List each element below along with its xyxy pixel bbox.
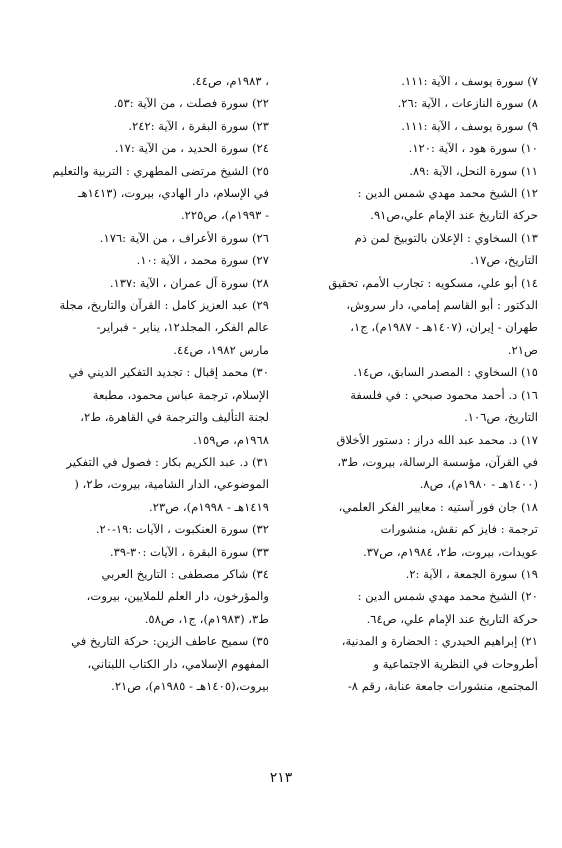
endnote-line: ١٨) جان فور آستيه : معايير الفكر العلمي، bbox=[338, 499, 538, 514]
endnote-line: الإسلام، ترجمة عباس محمود، مطبعة bbox=[92, 387, 269, 402]
endnote-line: ٢٧) سورة محمد ، الآية :١٠. bbox=[136, 253, 269, 268]
endnote-line: ٢٦) سورة الأعراف ، من الآية :١٧٦. bbox=[99, 230, 269, 245]
endnote-line: ٣٠) محمد إقبال : تجديد التفكير الديني في bbox=[68, 365, 269, 380]
endnote-line: المجتمع، منشورات جامعة عنابة، رقم ٨- bbox=[347, 678, 538, 693]
endnote-line: (١٤٠٠هـ - ١٩٨٠م)، ص٨. bbox=[419, 477, 538, 492]
endnote-line: ترجمة : فايز كم نقش، منشورات bbox=[380, 522, 538, 537]
endnote-line: في القرآن، مؤسسة الرسالة، بيروت، ط٣، bbox=[337, 454, 538, 469]
endnote-line: ١٩٦٨م، ص١٥٩. bbox=[193, 432, 269, 447]
endnote-line: ١٧) د. محمد عبد الله دراز : دستور الأخلاق bbox=[336, 432, 538, 447]
endnote-line: - ١٩٩٣م)، ص٢٢٥. bbox=[180, 208, 269, 223]
endnote-line: حركة التاريخ عند الإمام علي،ص٩١. bbox=[370, 208, 538, 223]
endnote-line: ١٢) الشيخ محمد مهدي شمس الدين : bbox=[357, 186, 538, 201]
page-number: ٢١٣ bbox=[269, 770, 293, 786]
endnote-line: ٣٣) سورة البقرة ، الآيات :٣٠-٣٩. bbox=[109, 544, 269, 559]
endnote-line: ٣٤) شاكر مصطفى : التاريخ العربي bbox=[101, 566, 269, 581]
endnote-line: ٢٨) سورة آل عمران ، الآية :١٣٧. bbox=[109, 275, 269, 290]
endnote-line: ٢٤) سورة الحديد ، من الآية :١٧. bbox=[114, 141, 269, 156]
endnotes-right-column bbox=[288, 70, 538, 697]
endnote-line: المفهوم الإسلامي، دار الكتاب اللبناني، bbox=[87, 656, 269, 671]
endnote-line: ٢٢) سورة فصلت ، من الآية :٥٣. bbox=[113, 96, 269, 111]
endnote-line: ٣١) د. عبد الكريم بكار : فصول في التفكير bbox=[66, 454, 269, 469]
endnote-line: في الإسلام، دار الهادي، بيروت، (١٤١٣هـ bbox=[78, 186, 269, 201]
endnote-line: ٣٢) سورة العنكبوت ، الآيات :١٩-٢٠. bbox=[95, 522, 269, 537]
endnote-line: ٢٥) الشيخ مرتضى المطهري : التربية والتعليم bbox=[52, 163, 269, 178]
endnote-line: ١٥) السخاوي : المصدر السابق، ص١٤. bbox=[353, 365, 538, 380]
endnote-line: ١٦) د. أحمد محمود صبحي : في فلسفة bbox=[350, 387, 538, 402]
endnote-line: بيروت،(١٤٠٥هـ - ١٩٨٥م)، ص٢١. bbox=[111, 678, 269, 693]
endnotes-left-column bbox=[19, 70, 269, 697]
endnote-line: حركة التاريخ عند الإمام علي، ص٦٤. bbox=[366, 611, 538, 626]
endnote-line: والمؤرخون، دار العلم للملايين، بيروت، bbox=[86, 589, 269, 604]
endnote-line: ص٢١. bbox=[507, 342, 538, 357]
endnote-line: ١٤١٩هـ - ١٩٩٨م)، ص٢٣. bbox=[149, 499, 269, 514]
endnote-line: ٨) سورة النازعات ، الآية :٢٦. bbox=[397, 96, 538, 111]
endnote-line: ط٣، (١٩٨٣م)، ج١، ص٥٨. bbox=[144, 611, 269, 626]
endnote-line: مارس ١٩٨٢، ص٤٤. bbox=[173, 342, 269, 357]
endnote-line: ١٠) سورة هود ، الآية :١٢٠. bbox=[408, 141, 538, 156]
endnote-line: ٩) سورة يوسف ، الآية :١١١. bbox=[401, 118, 538, 133]
endnote-line: ٢٩) عبد العزيز كامل : القرآن والتاريخ، مجلة bbox=[59, 298, 269, 313]
endnote-line: ٢٣) سورة البقرة ، الآية :٢٤٢. bbox=[128, 118, 269, 133]
endnote-line: ١١) سورة النحل، الآية :٨٩. bbox=[409, 163, 538, 178]
endnote-line: ٣٥) سميح عاطف الزين: حركة التاريخ في bbox=[71, 634, 269, 649]
endnote-line: أطروحات في النظرية الاجتماعية و bbox=[373, 656, 538, 671]
endnote-line: ٧) سورة يوسف ، الآية :١١١. bbox=[401, 74, 538, 88]
endnote-line: ٢١) إبراهيم الحيدري : الحضارة و المدنية، bbox=[341, 634, 538, 649]
endnote-line: لجنة التأليف والترجمة في القاهرة، ط٢، bbox=[80, 410, 269, 425]
endnote-line: عالم الفكر، المجلد١٢، يناير - فبراير- bbox=[96, 320, 269, 335]
endnote-line: التاريخ، ص١٠٦. bbox=[464, 410, 538, 425]
endnote-line: ، ١٩٨٣م، ص٤٤. bbox=[191, 74, 269, 88]
endnote-line: الدكتور : أبو القاسم إمامي، دار سروش، bbox=[346, 298, 538, 313]
endnote-line: ٢٠) الشيخ محمد مهدي شمس الدين : bbox=[357, 589, 538, 604]
endnote-line: ١٩) سورة الجمعة ، الآية :٢. bbox=[405, 566, 538, 581]
endnote-line: التاريخ، ص١٧. bbox=[470, 253, 538, 268]
endnote-line: عويدات، بيروت، ط٢، ١٩٨٤م، ص٣٧. bbox=[363, 544, 538, 559]
endnote-line: ١٣) السخاوي : الإعلان بالتوبيخ لمن ذم bbox=[354, 230, 538, 245]
endnote-line: ١٤) أبو علي، مسكويه : تجارب الأمم، تحقيق bbox=[328, 275, 538, 290]
endnote-line: الموضوعي، الدار الشامية، بيروت، ط٢، ( bbox=[74, 477, 269, 492]
endnote-line: طهران - إيران، (١٤٠٧هـ - ١٩٨٧م)، ج١، bbox=[350, 320, 538, 335]
